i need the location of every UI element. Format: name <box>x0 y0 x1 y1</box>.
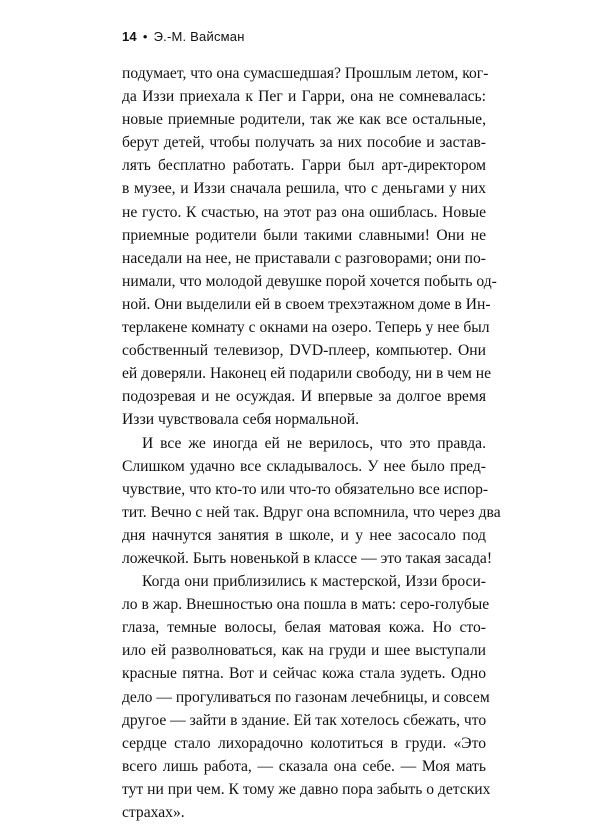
text-line: дело — прогуливаться по газонам лечебницы, и совсем <box>122 688 490 706</box>
text-line: лять бесплатно работать. Гарри был арт-директором <box>122 157 486 175</box>
paragraph-2 <box>122 432 501 571</box>
text-line: другое — зайти в здание. Ей так хотелось сбежать, что <box>122 711 487 729</box>
text-line: берут детей, чтобы получать за них пособие и застав- <box>122 134 486 152</box>
text-line: всего лишь работа, — сказала она себе. — Моя мать <box>122 757 486 775</box>
text-line: глаза, темные волосы, белая матовая кожа. Но сто- <box>122 619 486 637</box>
text-line: чувствие, что кто-то или что-то обязательно все испор- <box>122 480 489 498</box>
header-author: Э.-М. Вайсман <box>153 29 245 44</box>
text-line: ной. Они выделили ей в своем трехэтажном доме в Ин- <box>122 295 491 313</box>
text-line: страхах». <box>122 804 185 821</box>
text-line: нимали, что молодой девушке порой хочется побыть од- <box>122 272 497 290</box>
text-line: приемные родители были такими славными! Они не <box>122 226 486 244</box>
running-header <box>122 29 245 44</box>
text-line: в музее, и Иззи сначала решила, что с деньгами у них <box>122 180 486 198</box>
text-line: терлакене комнату с окнами на озеро. Теперь у нее был <box>122 319 490 337</box>
text-line: подозревая и не осуждая. И впервые за долгое время <box>122 388 486 406</box>
text-line: красные пятна. Вот и сейчас кожа стала зудеть. Одно <box>122 665 486 683</box>
text-line: тит. Вечно с ней так. Вдруг она вспомнила, что через два <box>122 503 501 521</box>
paragraph-3 <box>122 570 491 824</box>
text-line: не густо. К счастью, на этот раз она ошиблась. Новые <box>122 203 486 221</box>
text-line: тут ни при чем. К тому же давно пора забыть о детских <box>122 780 491 798</box>
text-line: новые приемные родители, так же как все остальные, <box>122 111 486 129</box>
text-line: собственный телевизор, DVD-плеер, компьютер. Они <box>122 342 486 360</box>
text-line: наседали на нее, не приставали с разговорами; они по- <box>122 249 486 267</box>
text-line: дня начнутся занятия в школе, и у нее засосало под <box>122 526 486 544</box>
text-line: да Иззи приехала к Пег и Гарри, она не сомневалась: <box>122 88 486 106</box>
text-line: ей доверяли. Наконец ей подарили свободу, ни в чем не <box>122 365 492 383</box>
text-line: Иззи чувствовала себя нормальной. <box>122 411 359 429</box>
text-line: ложечкой. Быть новенькой в классе — это такая засада! <box>122 549 493 567</box>
text-line: сердце стало лихорадочно колотиться в груди. «Это <box>122 734 486 752</box>
text-line: И все же иногда ей не верилось, что это правда. <box>142 434 486 452</box>
text-line: подумает, что она сумасшедшая? Прошлым летом, ког- <box>122 65 489 82</box>
text-line: ило ей разволноваться, как на груди и шее выступали <box>122 642 486 660</box>
page-number: 14 <box>122 29 137 44</box>
header-separator: • <box>142 29 148 44</box>
text-line: Когда они приблизились к мастерской, Иззи броси- <box>142 573 486 591</box>
text-line: Слишком удачно все складывалось. У нее было пред- <box>122 457 486 475</box>
body-text <box>122 62 501 824</box>
paragraph-1 <box>122 62 497 432</box>
text-line: ло в жар. Внешностью она пошла в мать: серо-голубые <box>122 596 490 614</box>
